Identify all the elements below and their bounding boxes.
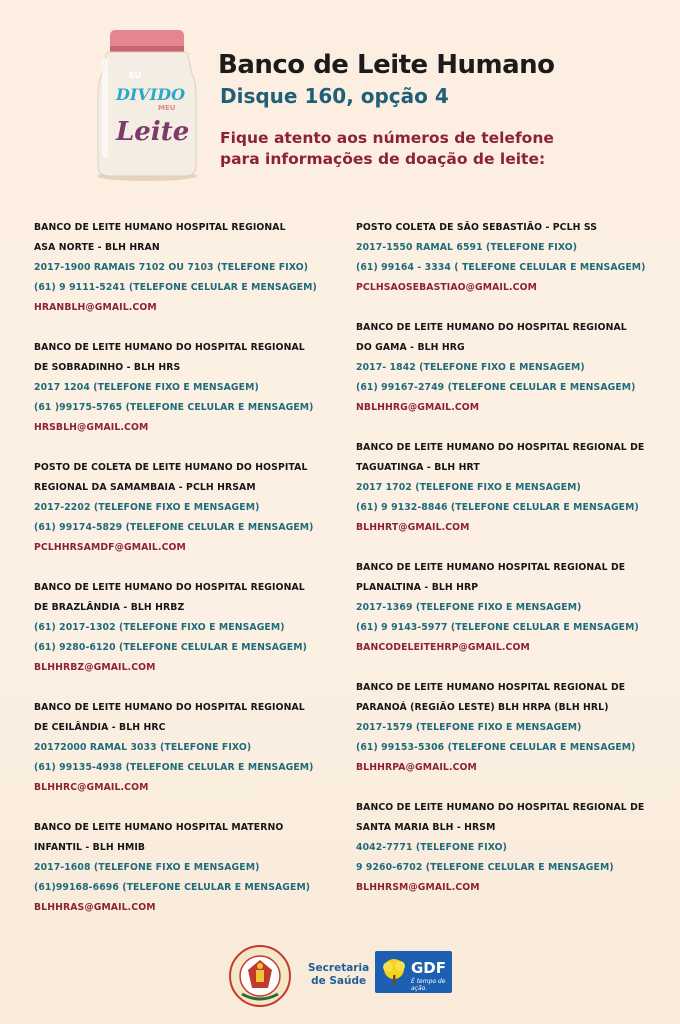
entry-name: REGIONAL DA SAMAMBAIA - PCLH HRSAM	[34, 482, 256, 493]
entry-phone: 2017-1369 (TELEFONE FIXO E MENSAGEM)	[356, 602, 582, 613]
entry-name: BANCO DE LEITE HUMANO DO HOSPITAL REGIONAL	[34, 342, 305, 353]
entry-email: HRANBLH@GMAIL.COM	[34, 302, 157, 313]
secretaria-line-1: Secretaria	[308, 962, 370, 974]
entry-phone: (61) 9280-6120 (TELEFONE CELULAR E MENSAGEM)	[34, 642, 307, 653]
entry-phone: (61) 99164 - 3334 ( TELEFONE CELULAR E MENSAGEM)	[356, 262, 646, 273]
entry-name: INFANTIL - BLH HMIB	[34, 842, 146, 853]
entry-name: DO GAMA - BLH HRG	[356, 342, 465, 353]
entry-phone: (61) 99135-4938 (TELEFONE CELULAR E MENSAGEM)	[34, 762, 314, 773]
entry-phone: 20172000 RAMAL 3033 (TELEFONE FIXO)	[34, 742, 252, 753]
list-item	[34, 578, 344, 698]
list-item	[34, 218, 344, 338]
entry-phone: 2017- 1842 (TELEFONE FIXO E MENSAGEM)	[356, 362, 585, 373]
list-item	[34, 338, 344, 458]
entry-email: BLHHRSM@GMAIL.COM	[356, 882, 480, 893]
entry-phone: 2017-1550 RAMAL 6591 (TELEFONE FIXO)	[356, 242, 578, 253]
entry-email: BLHHRPA@GMAIL.COM	[356, 762, 477, 773]
entry-name: BANCO DE LEITE HUMANO HOSPITAL REGIONAL DE	[356, 682, 626, 693]
entry-phone: (61) 99167-2749 (TELEFONE CELULAR E MENSAGEM)	[356, 382, 636, 393]
entry-phone: (61) 9 9143-5977 (TELEFONE CELULAR E MENSAGEM)	[356, 622, 639, 633]
entry-phone: 2017-2202 (TELEFONE FIXO E MENSAGEM)	[34, 502, 260, 513]
ipe-tree-icon	[379, 957, 409, 987]
svg-text:DIVIDO: DIVIDO	[116, 85, 186, 104]
entry-phone: 2017 1204 (TELEFONE FIXO E MENSAGEM)	[34, 382, 259, 393]
entry-email: BLHHRT@GMAIL.COM	[356, 522, 470, 533]
entry-name: BANCO DE LEITE HUMANO DO HOSPITAL REGIONAL	[356, 322, 627, 333]
entry-email: BANCODELEITEHRP@GMAIL.COM	[356, 642, 530, 653]
list-item	[34, 458, 344, 578]
list-item	[356, 438, 666, 558]
entry-phone: (61) 2017-1302 (TELEFONE FIXO E MENSAGEM)	[34, 622, 285, 633]
entry-phone: (61) 99153-5306 (TELEFONE CELULAR E MENSAGEM)	[356, 742, 636, 753]
secretaria-line-2: de Saúde	[311, 975, 367, 987]
fire-department-emblem-icon	[228, 944, 292, 1008]
notice-line-1: Fique atento aos números de telefone	[220, 129, 554, 147]
svg-text:EU: EU	[129, 71, 141, 80]
gdf-tagline: É tempo de ação.	[411, 978, 446, 992]
entry-email: BLHHRBZ@GMAIL.COM	[34, 662, 156, 673]
entry-name: BANCO DE LEITE HUMANO HOSPITAL MATERNO	[34, 822, 284, 833]
entry-name: PARANOÁ (REGIÃO LESTE) BLH HRPA (BLH HRL)	[356, 702, 609, 713]
entry-email: BLHHRAS@GMAIL.COM	[34, 902, 156, 913]
entry-phone: 2017-1579 (TELEFONE FIXO E MENSAGEM)	[356, 722, 582, 733]
entry-phone: (61 )99175-5765 (TELEFONE CELULAR E MENSAGEM)	[34, 402, 314, 413]
list-item	[34, 818, 344, 938]
milk-jar-illustration	[88, 28, 206, 182]
left-column	[34, 218, 344, 938]
list-item	[356, 558, 666, 678]
entry-email: NBLHHRG@GMAIL.COM	[356, 402, 480, 413]
notice-text	[220, 128, 580, 170]
entry-name: PLANALTINA - BLH HRP	[356, 582, 479, 593]
entry-phone: 4042-7771 (TELEFONE FIXO)	[356, 842, 507, 853]
list-item	[356, 318, 666, 438]
entry-phone: (61) 99174-5829 (TELEFONE CELULAR E MENSAGEM)	[34, 522, 314, 533]
list-item	[356, 678, 666, 798]
notice-line-2: para informações de doação de leite:	[220, 150, 546, 168]
svg-text:Leite: Leite	[116, 117, 190, 147]
entry-name: BANCO DE LEITE HUMANO DO HOSPITAL REGIONAL DE	[356, 442, 645, 453]
list-item	[356, 218, 666, 318]
entry-name: DE BRAZLÂNDIA - BLH HRBZ	[34, 602, 185, 613]
entry-name: BANCO DE LEITE HUMANO DO HOSPITAL REGIONAL DE	[356, 802, 645, 813]
gdf-logo	[375, 951, 452, 993]
entry-name: TAGUATINGA - BLH HRT	[356, 462, 480, 473]
entry-email: BLHHRC@GMAIL.COM	[34, 782, 149, 793]
entry-name: BANCO DE LEITE HUMANO DO HOSPITAL REGIONAL	[34, 582, 305, 593]
right-column	[356, 218, 666, 918]
entry-phone: (61) 9 9132-8846 (TELEFONE CELULAR E MENSAGEM)	[356, 502, 639, 513]
gdf-label: GDF	[411, 959, 447, 977]
list-item	[356, 798, 666, 918]
entry-name: SANTA MARIA BLH - HRSM	[356, 822, 496, 833]
entry-phone: (61)99168-6696 (TELEFONE CELULAR E MENSAGEM)	[34, 882, 311, 893]
entry-name: DE SOBRADINHO - BLH HRS	[34, 362, 181, 373]
entry-email: PCLHSAOSEBASTIAO@GMAIL.COM	[356, 282, 537, 293]
secretaria-saude-logo	[308, 962, 369, 988]
entry-phone: 2017-1900 RAMAIS 7102 OU 7103 (TELEFONE FIXO)	[34, 262, 309, 273]
entry-name: BANCO DE LEITE HUMANO HOSPITAL REGIONAL	[34, 222, 286, 233]
entry-name: POSTO DE COLETA DE LEITE HUMANO DO HOSPITAL	[34, 462, 308, 473]
entry-name: BANCO DE LEITE HUMANO DO HOSPITAL REGIONAL	[34, 702, 305, 713]
entry-phone: (61) 9 9111-5241 (TELEFONE CELULAR E MENSAGEM)	[34, 282, 317, 293]
hotline-subtitle: Disque 160, opção 4	[220, 84, 449, 108]
entry-email: PCLHHRSAMDF@GMAIL.COM	[34, 542, 186, 553]
page-title: Banco de Leite Humano	[218, 50, 555, 80]
entry-name: POSTO COLETA DE SÃO SEBASTIÃO - PCLH SS	[356, 222, 597, 233]
entry-name: BANCO DE LEITE HUMANO HOSPITAL REGIONAL DE	[356, 562, 626, 573]
entry-email: HRSBLH@GMAIL.COM	[34, 422, 149, 433]
entry-phone: 2017 1702 (TELEFONE FIXO E MENSAGEM)	[356, 482, 581, 493]
list-item	[34, 698, 344, 818]
svg-text:MEU: MEU	[158, 104, 176, 112]
entry-phone: 2017-1608 (TELEFONE FIXO E MENSAGEM)	[34, 862, 260, 873]
entry-phone: 9 9260-6702 (TELEFONE CELULAR E MENSAGEM)	[356, 862, 614, 873]
entry-name: DE CEILÂNDIA - BLH HRC	[34, 722, 166, 733]
entry-name: ASA NORTE - BLH HRAN	[34, 242, 160, 253]
